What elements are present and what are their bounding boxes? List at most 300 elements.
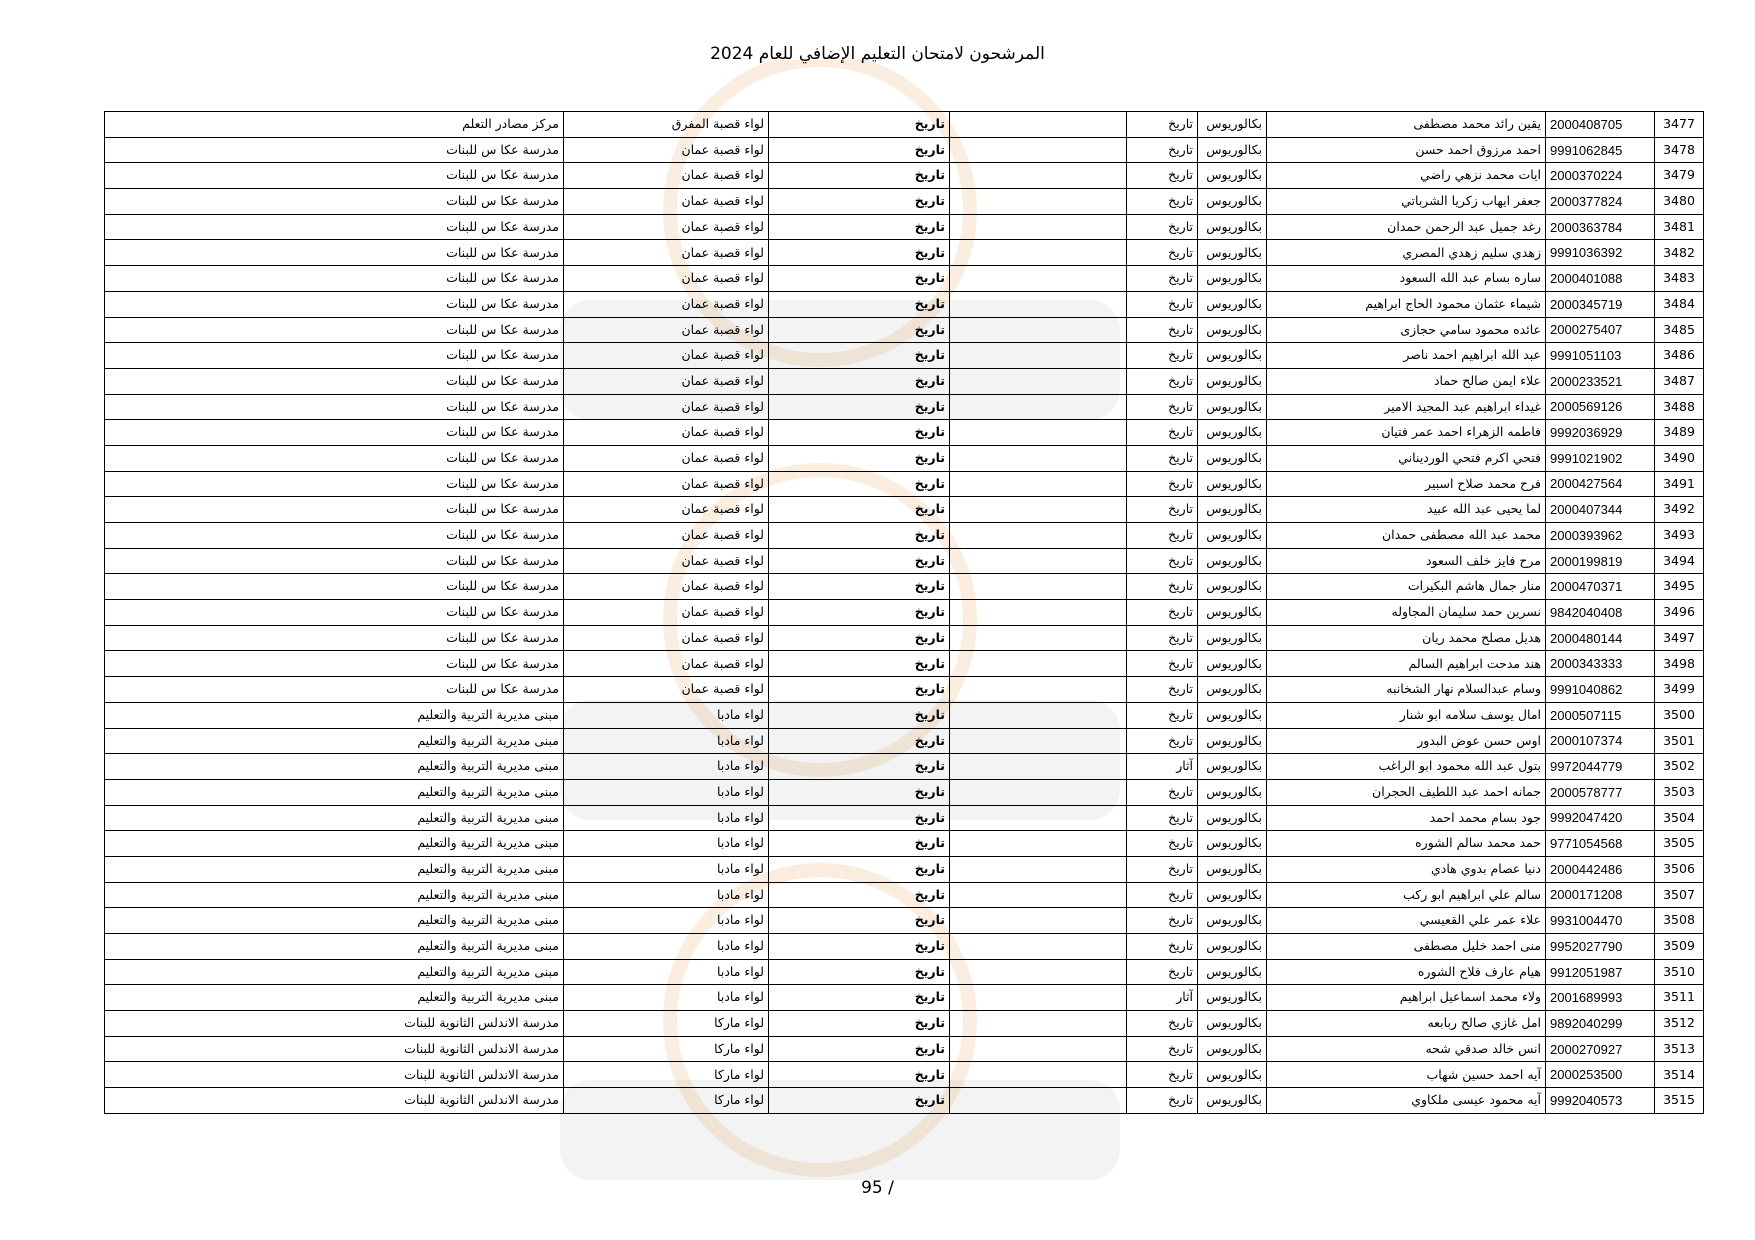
exam-center-cell: مدرسة عكا س للبنات [105, 394, 564, 420]
exam-subject-cell: تاريخ [769, 420, 950, 446]
district-cell: لواء قصبة عمان [564, 445, 769, 471]
blank-cell [950, 959, 1127, 985]
major-cell: تاريخ [1127, 1062, 1198, 1088]
national-id-cell: 2000171208 [1546, 882, 1655, 908]
exam-subject-cell: تاريخ [769, 934, 950, 960]
exam-center-cell: مدرسة عكا س للبنات [105, 266, 564, 292]
table-row [105, 677, 1704, 703]
exam-subject-cell: تاريخ [769, 882, 950, 908]
degree-cell: بكالوريوس [1198, 523, 1267, 549]
exam-subject-cell: تاريخ [769, 625, 950, 651]
degree-cell: بكالوريوس [1198, 317, 1267, 343]
seq-cell: 3479 [1655, 163, 1704, 189]
candidate-name-cell: لما يحيى عبد الله عبيد [1267, 497, 1546, 523]
national-id-cell: 9991036392 [1546, 240, 1655, 266]
exam-center-cell: مدرسة الاندلس الثانوية للبنات [105, 1088, 564, 1114]
national-id-cell: 9842040408 [1546, 600, 1655, 626]
national-id-cell: 2000345719 [1546, 291, 1655, 317]
candidate-name-cell: ايات محمد نزهي راضي [1267, 163, 1546, 189]
district-cell: لواء مادبا [564, 754, 769, 780]
district-cell: لواء قصبة عمان [564, 420, 769, 446]
district-cell: لواء قصبة عمان [564, 291, 769, 317]
candidate-name-cell: جود بسام محمد احمد [1267, 805, 1546, 831]
table-row [105, 189, 1704, 215]
exam-center-cell: مبنى مديرية التربية والتعليم [105, 728, 564, 754]
blank-cell [950, 266, 1127, 292]
major-cell: تاريخ [1127, 291, 1198, 317]
district-cell: لواء قصبة عمان [564, 677, 769, 703]
seq-cell: 3511 [1655, 985, 1704, 1011]
major-cell: تاريخ [1127, 959, 1198, 985]
candidate-name-cell: عائده محمود سامي حجازى [1267, 317, 1546, 343]
degree-cell: بكالوريوس [1198, 600, 1267, 626]
degree-cell: بكالوريوس [1198, 677, 1267, 703]
exam-center-cell: مدرسة عكا س للبنات [105, 523, 564, 549]
candidate-name-cell: حمد محمد سالم الشوره [1267, 831, 1546, 857]
candidate-name-cell: علاء ايمن صالح حماد [1267, 368, 1546, 394]
district-cell: لواء قصبة المفرق [564, 112, 769, 138]
degree-cell: بكالوريوس [1198, 856, 1267, 882]
blank-cell [950, 831, 1127, 857]
blank-cell [950, 908, 1127, 934]
blank-cell [950, 214, 1127, 240]
candidate-name-cell: ساره بسام عبد الله السعود [1267, 266, 1546, 292]
seq-cell: 3507 [1655, 882, 1704, 908]
major-cell: تاريخ [1127, 317, 1198, 343]
degree-cell: بكالوريوس [1198, 368, 1267, 394]
exam-subject-cell: تاريخ [769, 779, 950, 805]
exam-subject-cell: تاريخ [769, 368, 950, 394]
blank-cell [950, 471, 1127, 497]
major-cell: تاريخ [1127, 1088, 1198, 1114]
table-row [105, 137, 1704, 163]
exam-center-cell: مبنى مديرية التربية والتعليم [105, 702, 564, 728]
exam-subject-cell: تاريخ [769, 497, 950, 523]
table-row [105, 343, 1704, 369]
major-cell: تاريخ [1127, 368, 1198, 394]
blank-cell [950, 779, 1127, 805]
major-cell: تاريخ [1127, 163, 1198, 189]
blank-cell [950, 805, 1127, 831]
candidate-name-cell: آيه احمد حسين شهاب [1267, 1062, 1546, 1088]
table-row [105, 754, 1704, 780]
national-id-cell: 2000408705 [1546, 112, 1655, 138]
national-id-cell: 2000480144 [1546, 625, 1655, 651]
district-cell: لواء مادبا [564, 702, 769, 728]
seq-cell: 3498 [1655, 651, 1704, 677]
exam-center-cell: مبنى مديرية التربية والتعليم [105, 934, 564, 960]
exam-center-cell: مبنى مديرية التربية والتعليم [105, 985, 564, 1011]
candidate-name-cell: دنيا عصام بدوي هادي [1267, 856, 1546, 882]
exam-subject-cell: تاريخ [769, 163, 950, 189]
exam-subject-cell: تاريخ [769, 1036, 950, 1062]
degree-cell: بكالوريوس [1198, 574, 1267, 600]
national-id-cell: 9991062845 [1546, 137, 1655, 163]
national-id-cell: 2000199819 [1546, 548, 1655, 574]
national-id-cell: 9771054568 [1546, 831, 1655, 857]
seq-cell: 3494 [1655, 548, 1704, 574]
seq-cell: 3501 [1655, 728, 1704, 754]
major-cell: تاريخ [1127, 343, 1198, 369]
district-cell: لواء قصبة عمان [564, 317, 769, 343]
exam-center-cell: مدرسة الاندلس الثانوية للبنات [105, 1011, 564, 1037]
major-cell: تاريخ [1127, 1011, 1198, 1037]
blank-cell [950, 1011, 1127, 1037]
major-cell: تاريخ [1127, 831, 1198, 857]
exam-center-cell: مدرسة عكا س للبنات [105, 574, 564, 600]
candidate-name-cell: فتحي اكرم فتحي الورديناني [1267, 445, 1546, 471]
blank-cell [950, 1088, 1127, 1114]
table-row [105, 728, 1704, 754]
blank-cell [950, 985, 1127, 1011]
national-id-cell: 2000427564 [1546, 471, 1655, 497]
national-id-cell: 2000407344 [1546, 497, 1655, 523]
table-row [105, 163, 1704, 189]
table-row [105, 523, 1704, 549]
seq-cell: 3480 [1655, 189, 1704, 215]
exam-subject-cell: تاريخ [769, 266, 950, 292]
blank-cell [950, 137, 1127, 163]
exam-subject-cell: تاريخ [769, 394, 950, 420]
major-cell: تاريخ [1127, 137, 1198, 163]
degree-cell: بكالوريوس [1198, 651, 1267, 677]
table-row [105, 291, 1704, 317]
exam-center-cell: مدرسة عكا س للبنات [105, 497, 564, 523]
table-row [105, 882, 1704, 908]
district-cell: لواء مادبا [564, 882, 769, 908]
table-row [105, 625, 1704, 651]
table-row [105, 934, 1704, 960]
exam-subject-cell: تاريخ [769, 137, 950, 163]
exam-center-cell: مدرسة عكا س للبنات [105, 214, 564, 240]
district-cell: لواء قصبة عمان [564, 497, 769, 523]
exam-subject-cell: تاريخ [769, 856, 950, 882]
candidate-name-cell: محمد عبد الله مصطفى حمدان [1267, 523, 1546, 549]
table-row [105, 959, 1704, 985]
exam-center-cell: مدرسة الاندلس الثانوية للبنات [105, 1062, 564, 1088]
major-cell: تاريخ [1127, 112, 1198, 138]
candidate-name-cell: انس خالد صدقي شحه [1267, 1036, 1546, 1062]
district-cell: لواء قصبة عمان [564, 368, 769, 394]
district-cell: لواء ماركا [564, 1036, 769, 1062]
table-row [105, 471, 1704, 497]
page-title: المرشحون لامتحان التعليم الإضافي للعام 2024 [710, 44, 1045, 64]
exam-subject-cell: تاريخ [769, 985, 950, 1011]
national-id-cell: 9992047420 [1546, 805, 1655, 831]
degree-cell: بكالوريوس [1198, 934, 1267, 960]
district-cell: لواء مادبا [564, 934, 769, 960]
exam-center-cell: مدرسة عكا س للبنات [105, 600, 564, 626]
table-row [105, 908, 1704, 934]
candidate-name-cell: هديل مصلح محمد ريان [1267, 625, 1546, 651]
national-id-cell: 9892040299 [1546, 1011, 1655, 1037]
district-cell: لواء قصبة عمان [564, 625, 769, 651]
seq-cell: 3490 [1655, 445, 1704, 471]
major-cell: تاريخ [1127, 882, 1198, 908]
major-cell: تاريخ [1127, 523, 1198, 549]
blank-cell [950, 112, 1127, 138]
district-cell: لواء مادبا [564, 959, 769, 985]
major-cell: آثار [1127, 754, 1198, 780]
exam-subject-cell: تاريخ [769, 959, 950, 985]
blank-cell [950, 317, 1127, 343]
candidate-name-cell: زهدي سليم زهدي المصري [1267, 240, 1546, 266]
table-row [105, 805, 1704, 831]
degree-cell: بكالوريوس [1198, 959, 1267, 985]
seq-cell: 3502 [1655, 754, 1704, 780]
major-cell: تاريخ [1127, 548, 1198, 574]
national-id-cell: 9992036929 [1546, 420, 1655, 446]
candidate-name-cell: فاطمه الزهراء احمد عمر فتيان [1267, 420, 1546, 446]
degree-cell: بكالوريوس [1198, 394, 1267, 420]
exam-subject-cell: تاريخ [769, 523, 950, 549]
candidate-name-cell: هند مدحت ابراهيم السالم [1267, 651, 1546, 677]
national-id-cell: 9991021902 [1546, 445, 1655, 471]
seq-cell: 3477 [1655, 112, 1704, 138]
national-id-cell: 2000107374 [1546, 728, 1655, 754]
exam-subject-cell: تاريخ [769, 702, 950, 728]
degree-cell: بكالوريوس [1198, 163, 1267, 189]
exam-subject-cell: تاريخ [769, 548, 950, 574]
exam-center-cell: مبنى مديرية التربية والتعليم [105, 908, 564, 934]
seq-cell: 3487 [1655, 368, 1704, 394]
seq-cell: 3503 [1655, 779, 1704, 805]
major-cell: تاريخ [1127, 497, 1198, 523]
exam-center-cell: مبنى مديرية التربية والتعليم [105, 831, 564, 857]
blank-cell [950, 445, 1127, 471]
seq-cell: 3493 [1655, 523, 1704, 549]
exam-center-cell: مبنى مديرية التربية والتعليم [105, 754, 564, 780]
seq-cell: 3486 [1655, 343, 1704, 369]
blank-cell [950, 702, 1127, 728]
seq-cell: 3513 [1655, 1036, 1704, 1062]
district-cell: لواء مادبا [564, 985, 769, 1011]
seq-cell: 3491 [1655, 471, 1704, 497]
major-cell: تاريخ [1127, 856, 1198, 882]
national-id-cell: 9991051103 [1546, 343, 1655, 369]
national-id-cell: 2000270927 [1546, 1036, 1655, 1062]
exam-center-cell: مدرسة عكا س للبنات [105, 163, 564, 189]
district-cell: لواء ماركا [564, 1062, 769, 1088]
candidate-name-cell: اوس حسن عوض البدور [1267, 728, 1546, 754]
national-id-cell: 9952027790 [1546, 934, 1655, 960]
national-id-cell: 2000393962 [1546, 523, 1655, 549]
district-cell: لواء مادبا [564, 728, 769, 754]
exam-center-cell: مبنى مديرية التربية والتعليم [105, 779, 564, 805]
degree-cell: بكالوريوس [1198, 728, 1267, 754]
district-cell: لواء مادبا [564, 831, 769, 857]
table-row [105, 702, 1704, 728]
seq-cell: 3481 [1655, 214, 1704, 240]
exam-subject-cell: تاريخ [769, 291, 950, 317]
district-cell: لواء قصبة عمان [564, 548, 769, 574]
exam-center-cell: مدرسة عكا س للبنات [105, 471, 564, 497]
national-id-cell: 2000470371 [1546, 574, 1655, 600]
national-id-cell: 2000401088 [1546, 266, 1655, 292]
table-row [105, 214, 1704, 240]
table-row [105, 600, 1704, 626]
national-id-cell: 9972044779 [1546, 754, 1655, 780]
national-id-cell: 2000442486 [1546, 856, 1655, 882]
district-cell: لواء قصبة عمان [564, 137, 769, 163]
blank-cell [950, 600, 1127, 626]
exam-subject-cell: تاريخ [769, 651, 950, 677]
table-row [105, 1011, 1704, 1037]
degree-cell: بكالوريوس [1198, 137, 1267, 163]
exam-center-cell: مدرسة عكا س للبنات [105, 420, 564, 446]
exam-center-cell: مدرسة عكا س للبنات [105, 677, 564, 703]
district-cell: لواء قصبة عمان [564, 240, 769, 266]
exam-center-cell: مدرسة عكا س للبنات [105, 137, 564, 163]
seq-cell: 3512 [1655, 1011, 1704, 1037]
exam-center-cell: مدرسة عكا س للبنات [105, 625, 564, 651]
table-row [105, 651, 1704, 677]
blank-cell [950, 240, 1127, 266]
table-row [105, 1088, 1704, 1114]
seq-cell: 3492 [1655, 497, 1704, 523]
table-row [105, 266, 1704, 292]
blank-cell [950, 548, 1127, 574]
district-cell: لواء مادبا [564, 908, 769, 934]
exam-subject-cell: تاريخ [769, 214, 950, 240]
district-cell: لواء قصبة عمان [564, 343, 769, 369]
major-cell: آثار [1127, 985, 1198, 1011]
blank-cell [950, 523, 1127, 549]
exam-subject-cell: تاريخ [769, 317, 950, 343]
candidate-name-cell: شيماء عثمان محمود الحاج ابراهيم [1267, 291, 1546, 317]
seq-cell: 3508 [1655, 908, 1704, 934]
degree-cell: بكالوريوس [1198, 779, 1267, 805]
candidate-name-cell: علاء عمر علي القعيسي [1267, 908, 1546, 934]
district-cell: لواء مادبا [564, 805, 769, 831]
degree-cell: بكالوريوس [1198, 471, 1267, 497]
blank-cell [950, 394, 1127, 420]
blank-cell [950, 343, 1127, 369]
blank-cell [950, 882, 1127, 908]
exam-center-cell: مبنى مديرية التربية والتعليم [105, 882, 564, 908]
exam-subject-cell: تاريخ [769, 831, 950, 857]
district-cell: لواء قصبة عمان [564, 163, 769, 189]
degree-cell: بكالوريوس [1198, 343, 1267, 369]
candidate-name-cell: سالم علي ابراهيم ابو ركب [1267, 882, 1546, 908]
degree-cell: بكالوريوس [1198, 497, 1267, 523]
degree-cell: بكالوريوس [1198, 214, 1267, 240]
blank-cell [950, 677, 1127, 703]
exam-subject-cell: تاريخ [769, 189, 950, 215]
table-row [105, 240, 1704, 266]
blank-cell [950, 728, 1127, 754]
degree-cell: بكالوريوس [1198, 240, 1267, 266]
exam-subject-cell: تاريخ [769, 728, 950, 754]
seq-cell: 3515 [1655, 1088, 1704, 1114]
table-row [105, 445, 1704, 471]
degree-cell: بكالوريوس [1198, 420, 1267, 446]
major-cell: تاريخ [1127, 189, 1198, 215]
table-row [105, 368, 1704, 394]
seq-cell: 3478 [1655, 137, 1704, 163]
seq-cell: 3514 [1655, 1062, 1704, 1088]
candidate-name-cell: هيام عارف فلاح الشوره [1267, 959, 1546, 985]
degree-cell: بكالوريوس [1198, 1088, 1267, 1114]
degree-cell: بكالوريوس [1198, 266, 1267, 292]
exam-center-cell: مبنى مديرية التربية والتعليم [105, 856, 564, 882]
national-id-cell: 9992040573 [1546, 1088, 1655, 1114]
candidate-name-cell: نسرين حمد سليمان المجاوله [1267, 600, 1546, 626]
exam-center-cell: مدرسة عكا س للبنات [105, 445, 564, 471]
national-id-cell: 2001689993 [1546, 985, 1655, 1011]
degree-cell: بكالوريوس [1198, 445, 1267, 471]
exam-center-cell: مدرسة عكا س للبنات [105, 548, 564, 574]
major-cell: تاريخ [1127, 471, 1198, 497]
blank-cell [950, 189, 1127, 215]
degree-cell: بكالوريوس [1198, 985, 1267, 1011]
exam-subject-cell: تاريخ [769, 754, 950, 780]
table-row [105, 1062, 1704, 1088]
candidate-name-cell: منى احمد خليل مصطفى [1267, 934, 1546, 960]
seq-cell: 3506 [1655, 856, 1704, 882]
seq-cell: 3499 [1655, 677, 1704, 703]
major-cell: تاريخ [1127, 600, 1198, 626]
candidate-name-cell: وسام عبدالسلام نهار الشخانبه [1267, 677, 1546, 703]
exam-subject-cell: تاريخ [769, 1088, 950, 1114]
seq-cell: 3504 [1655, 805, 1704, 831]
seq-cell: 3485 [1655, 317, 1704, 343]
degree-cell: بكالوريوس [1198, 625, 1267, 651]
blank-cell [950, 368, 1127, 394]
seq-cell: 3488 [1655, 394, 1704, 420]
table-row [105, 317, 1704, 343]
national-id-cell: 2000253500 [1546, 1062, 1655, 1088]
blank-cell [950, 934, 1127, 960]
candidates-table-body [105, 112, 1704, 1114]
candidate-name-cell: منار جمال هاشم البكيرات [1267, 574, 1546, 600]
district-cell: لواء مادبا [564, 856, 769, 882]
national-id-cell: 2000363784 [1546, 214, 1655, 240]
table-row [105, 112, 1704, 138]
candidate-name-cell: امل غازي صالح ربابعه [1267, 1011, 1546, 1037]
exam-center-cell: مركز مصادر التعلم [105, 112, 564, 138]
seq-cell: 3510 [1655, 959, 1704, 985]
major-cell: تاريخ [1127, 625, 1198, 651]
table-row [105, 856, 1704, 882]
degree-cell: بكالوريوس [1198, 189, 1267, 215]
seq-cell: 3497 [1655, 625, 1704, 651]
major-cell: تاريخ [1127, 779, 1198, 805]
national-id-cell: 2000370224 [1546, 163, 1655, 189]
candidate-name-cell: يقين رائد محمد مصطفى [1267, 112, 1546, 138]
district-cell: لواء قصبة عمان [564, 394, 769, 420]
table-row [105, 985, 1704, 1011]
exam-center-cell: مدرسة عكا س للبنات [105, 317, 564, 343]
blank-cell [950, 651, 1127, 677]
seq-cell: 3505 [1655, 831, 1704, 857]
major-cell: تاريخ [1127, 574, 1198, 600]
table-row [105, 779, 1704, 805]
blank-cell [950, 291, 1127, 317]
exam-subject-cell: تاريخ [769, 445, 950, 471]
major-cell: تاريخ [1127, 908, 1198, 934]
candidate-name-cell: جمانه احمد عبد اللطيف الحجران [1267, 779, 1546, 805]
major-cell: تاريخ [1127, 702, 1198, 728]
seq-cell: 3495 [1655, 574, 1704, 600]
national-id-cell: 2000507115 [1546, 702, 1655, 728]
exam-center-cell: مدرسة عكا س للبنات [105, 651, 564, 677]
blank-cell [950, 497, 1127, 523]
district-cell: لواء قصبة عمان [564, 214, 769, 240]
candidate-name-cell: جعفر ايهاب زكريا الشرباتي [1267, 189, 1546, 215]
district-cell: لواء قصبة عمان [564, 189, 769, 215]
major-cell: تاريخ [1127, 394, 1198, 420]
